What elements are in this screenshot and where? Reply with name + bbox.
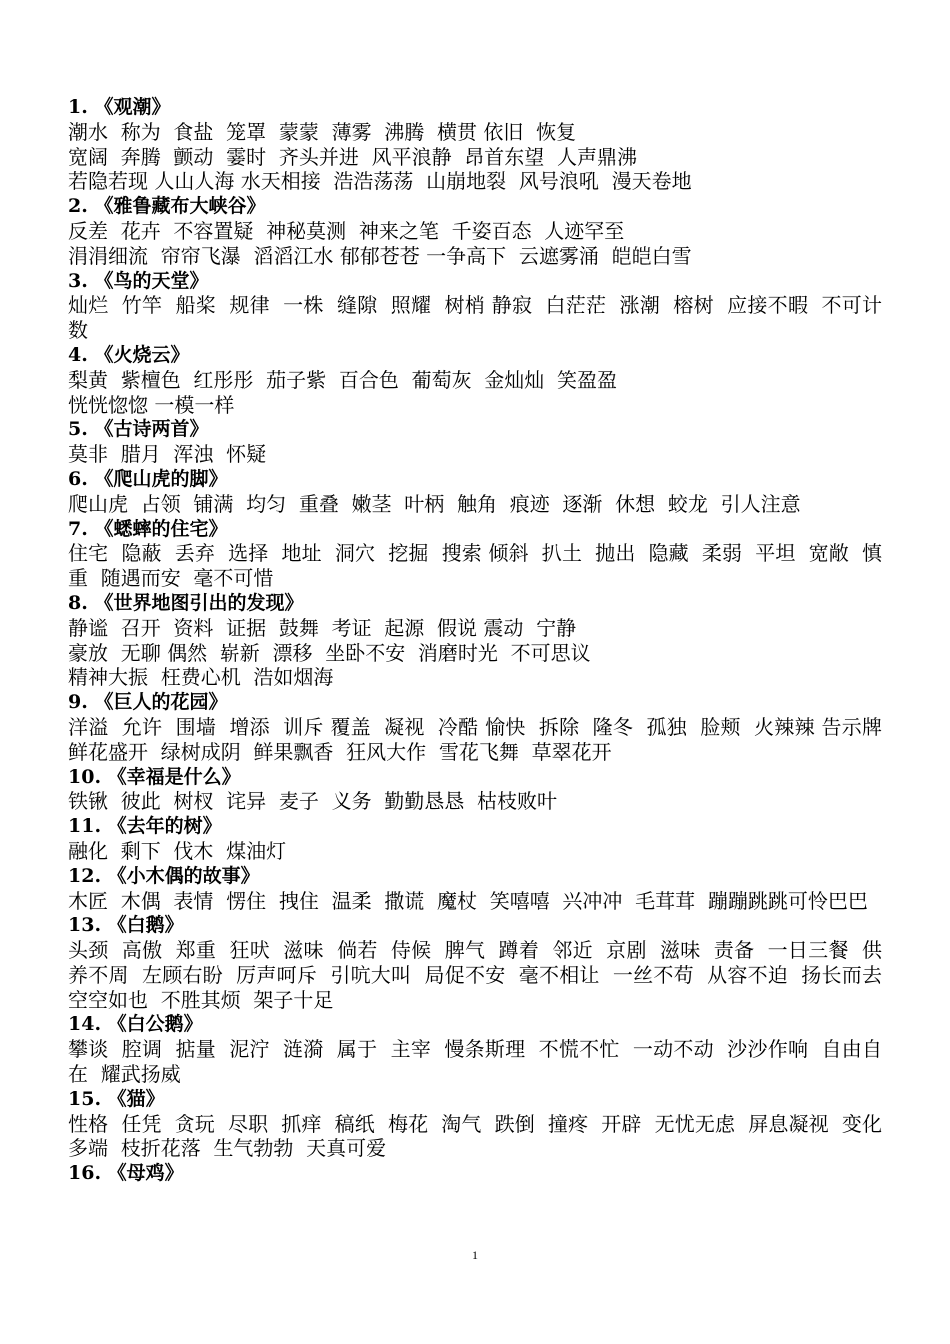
- page-number: 1: [472, 1248, 478, 1262]
- vocab-line: 反差 花卉 不容置疑 神秘莫测 神来之笔 千姿百态 人迹罕至: [68, 218, 625, 243]
- lesson-title: 13. 《白鹅》: [68, 914, 184, 937]
- vocab-paragraph: 木匠 木偶 表情 愣住 拽住 温柔 撒谎 魔杖 笑嘻嘻 兴冲冲 毛茸茸 蹦蹦跳跳可怜巴巴: [68, 888, 868, 913]
- lesson-title: 5. 《古诗两首》: [68, 418, 209, 441]
- vocab-paragraph: 攀谈 腔调 掂量 泥泞 涟漪 属于 主宰 慢条斯理 不慌不忙 一动不动 沙沙作响 自由自在 耀武扬威: [68, 1037, 882, 1087]
- vocab-paragraph: 住宅 隐蔽 丢弃 选择 地址 洞穴 挖掘 搜索 倾斜 扒土 抛出 隐藏 柔弱 平坦 宽敞 慎重 随遇而安 毫不可惜: [68, 541, 882, 591]
- lesson-title: 3. 《鸟的天堂》: [68, 269, 209, 292]
- vocab-line: 恍恍惚惚 一模一样: [68, 392, 235, 417]
- vocab-paragraph: 灿烂 竹竿 船桨 规律 一株 缝隙 照耀 树梢 静寂 白茫茫 涨潮 榕树 应接不暇 不可计数: [68, 293, 882, 343]
- vocab-line: 若隐若现 人山人海 水天相接 浩浩荡荡 山崩地裂 风号浪吼 漫天卷地: [68, 169, 692, 194]
- lesson-title: 4. 《火烧云》: [68, 343, 190, 366]
- lesson-title: 11. 《去年的树》: [68, 815, 222, 838]
- vocab-paragraph: 头颈 高傲 郑重 狂吠 滋味 倘若 侍候 脾气 蹲着 邻近 京剧 滋味 责备 一日三餐 供养不周 左顾右盼 厉声呵斥 引吭大叫 局促不安 毫不相让 一丝不苟 从容不迫 扬长而去 空空如也 不胜其烦 架子十足: [68, 938, 895, 1012]
- vocab-line: 潮水 称为 食盐 笼罩 蒙蒙 薄雾 沸腾 横贯 依旧 恢复: [68, 119, 577, 144]
- vocab-line: 融化 剩下 伐木 煤油灯: [68, 838, 287, 863]
- vocab-paragraph: 爬山虎 占领 铺满 均匀 重叠 嫩茎 叶柄 触角 痕迹 逐渐 休想 蛟龙 引人注意: [68, 491, 801, 516]
- lesson-title: 1. 《观潮》: [68, 96, 171, 118]
- vocab-line: 梨黄 紫檀色 红彤彤 茄子紫 百合色 葡萄灰 金灿灿 笑盈盈: [68, 367, 618, 392]
- vocab-line: 涓涓细流 帘帘飞瀑 滔滔江水 郁郁苍苍 一争高下 云遮雾涌 皑皑白雪: [68, 243, 692, 268]
- lesson-title: 9. 《巨人的花园》: [68, 691, 228, 714]
- vocab-line: 静谧 召开 资料 证据 鼓舞 考证 起源 假说 震动 宁静: [68, 615, 577, 640]
- lesson-title: 10. 《幸福是什么》: [68, 765, 241, 788]
- vocab-line: 精神大振 枉费心机 浩如烟海: [68, 665, 334, 690]
- lesson-title: 2. 《雅鲁藏布大峡谷》: [68, 195, 266, 218]
- vocab-paragraph: 洋溢 允许 围墙 增添 训斥 覆盖 凝视 冷酷 愉快 拆除 隆冬 孤独 脸颊 火辣辣 告示牌 鲜花盛开 绿树成阴 鲜果飘香 狂风大作 雪花飞舞 草翠花开: [68, 714, 895, 764]
- document-page: [68, 95, 895, 1186]
- lesson-title: 7. 《蟋蟀的住宅》: [68, 517, 228, 540]
- lesson-title: 6. 《爬山虎的脚》: [68, 467, 228, 490]
- lesson-title: 8. 《世界地图引出的发现》: [68, 591, 304, 614]
- vocab-line: 宽阔 奔腾 颤动 霎时 齐头并进 风平浪静 昂首东望 人声鼎沸: [68, 144, 638, 169]
- lesson-title: 12. 《小木偶的故事》: [68, 864, 260, 887]
- vocab-line: 铁锹 彼此 树杈 诧异 麦子 义务 勤勤恳恳 枯枝败叶: [68, 789, 558, 814]
- vocab-paragraph: 性格 任凭 贪玩 尽职 抓痒 稿纸 梅花 淘气 跌倒 撞疼 开辟 无忧无虑 屏息凝视 变化多端 枝折花落 生气勃勃 天真可爱: [68, 1111, 882, 1161]
- lesson-title: 14. 《白公鹅》: [68, 1013, 203, 1036]
- lesson-title: 16. 《母鸡》: [68, 1162, 184, 1185]
- vocab-line: 莫非 腊月 浑浊 怀疑: [68, 442, 267, 467]
- lesson-title: 15. 《猫》: [68, 1087, 165, 1110]
- vocab-line: 豪放 无聊 偶然 崭新 漂移 坐卧不安 消磨时光 不可思议: [68, 640, 591, 665]
